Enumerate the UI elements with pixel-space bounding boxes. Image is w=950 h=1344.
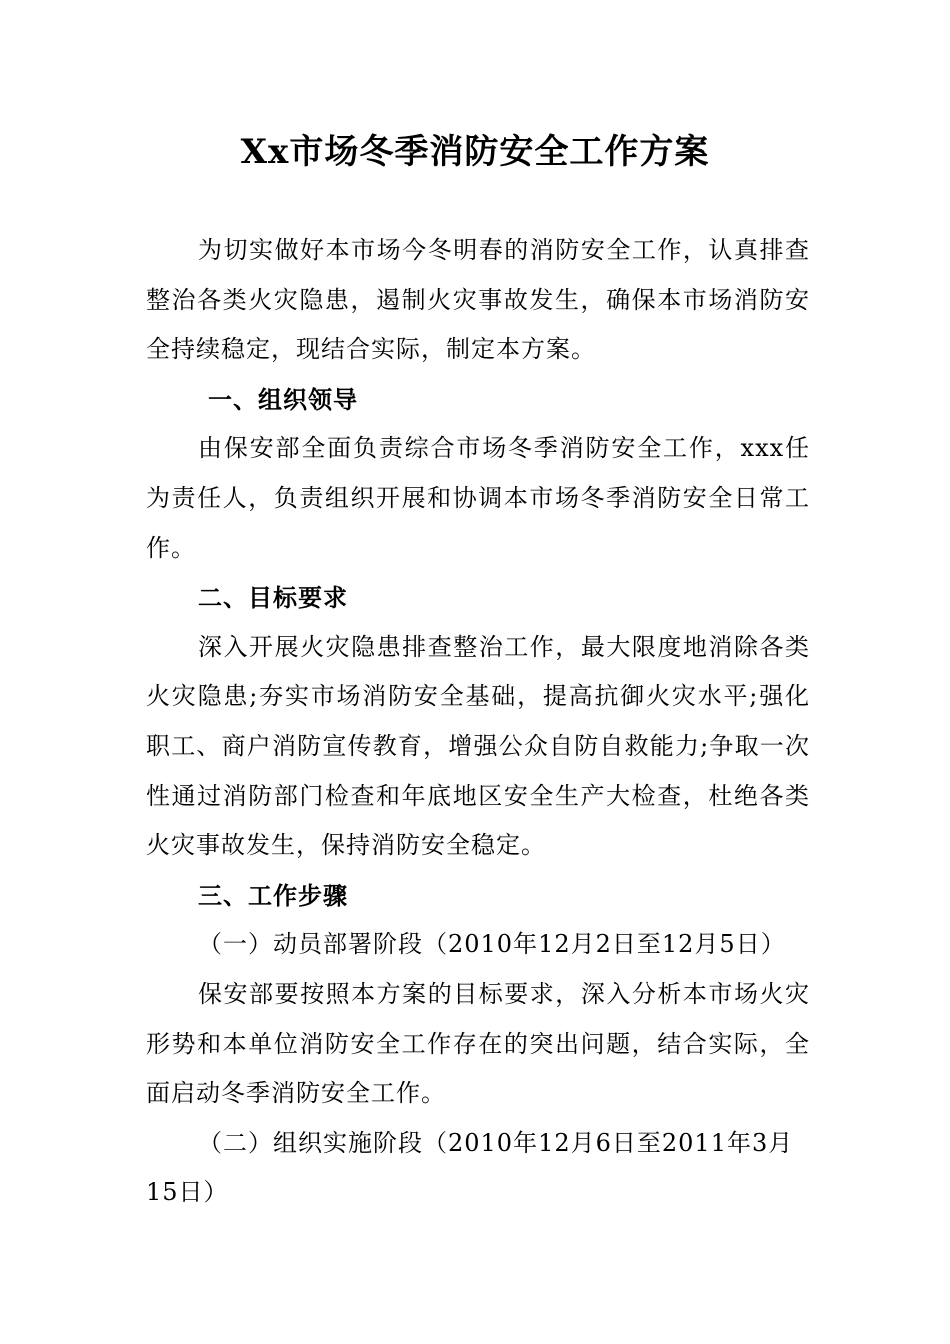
document-title: Xx市场冬季消防安全工作方案: [240, 132, 710, 172]
phase-text-mobilization: 保安部要按照本方案的目标要求，深入分析本市场火灾形势和本单位消防安全工作存在的突出问题，结合实际，全面启动冬季消防安全工作。: [146, 979, 810, 1108]
document-body: [146, 226, 810, 1218]
phase-title-mobilization: （一）动员部署阶段（2010年12月2日至12月5日）: [198, 930, 786, 959]
section-heading-steps: 三、工作步骤: [198, 880, 348, 910]
section-text-goals: 深入开展火灾隐患排查整治工作，最大限度地消除各类火灾隐患;夯实市场消防安全基础，提高抗御火灾水平;强化职工、商户消防宣传教育，增强公众自防自救能力;争取一次性通过消防部门检查和年底地区安全生产大检查，杜绝各类火灾事故发生，保持消防安全稳定。: [146, 632, 810, 860]
section-text-organization: 由保安部全面负责综合市场冬季消防安全工作，xxx任为责任人，负责组织开展和协调本市场冬季消防安全日常工作。: [146, 434, 810, 562]
phase-title-implementation: （二）组织实施阶段（2010年12月6日至2011年3月15日）: [146, 1128, 794, 1207]
intro-paragraph: 为切实做好本市场今冬明春的消防安全工作，认真排查整治各类火灾隐患，遏制火灾事故发生，确保本市场消防安全持续稳定，现结合实际，制定本方案。: [146, 236, 810, 364]
section-heading-goals: 二、目标要求: [198, 583, 348, 613]
section-heading-organization: 一、组织领导: [208, 384, 358, 414]
